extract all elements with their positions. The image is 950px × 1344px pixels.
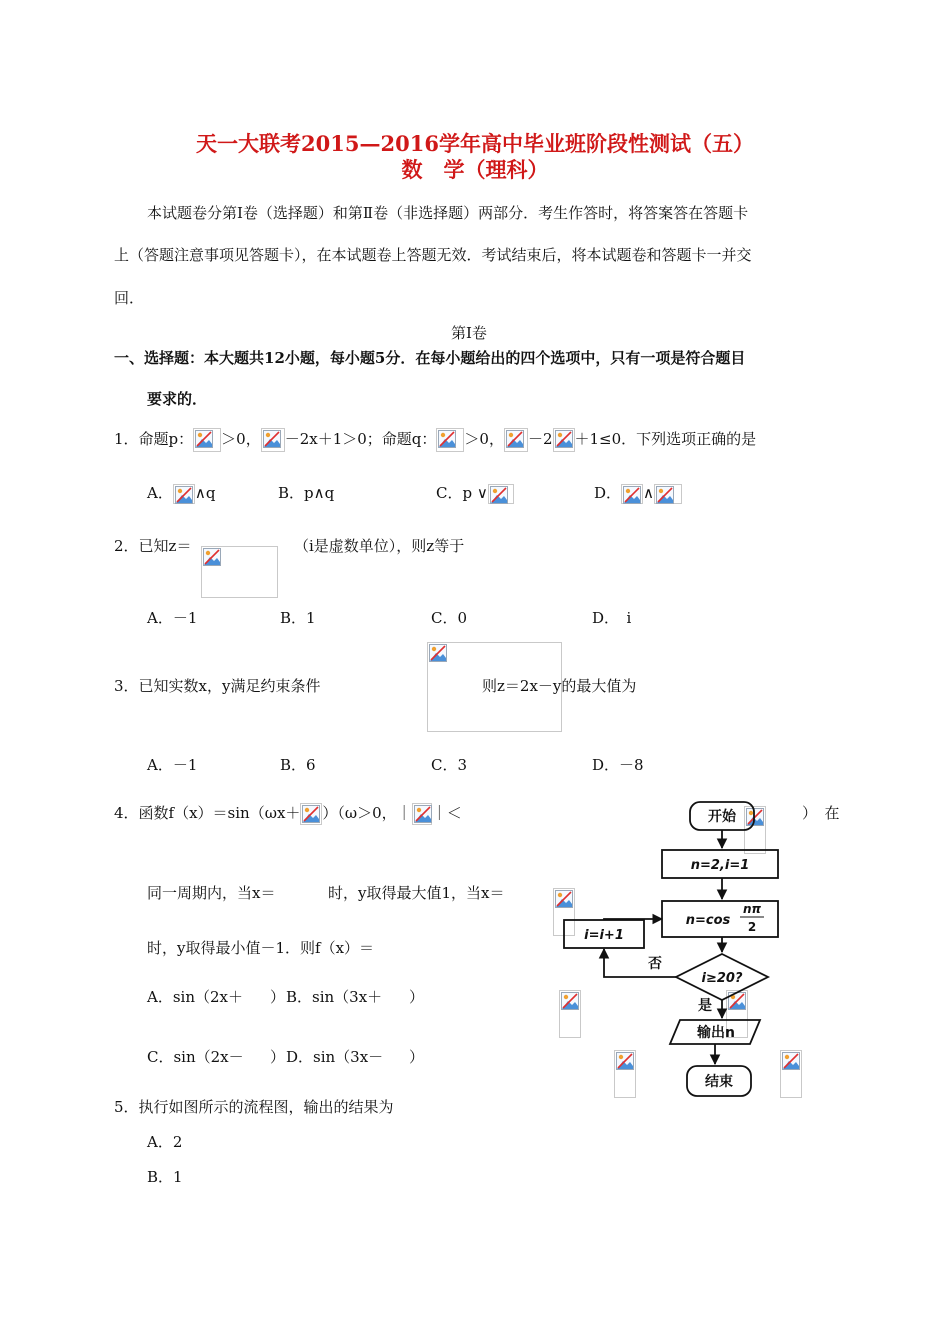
q3-option-b: B．6 <box>280 756 316 774</box>
flow-increment-label: i=i+1 <box>584 928 624 943</box>
q4-text-4: ） 在 <box>802 804 840 822</box>
exam-title: 天一大联考2015—2016学年高中毕业班阶段性测试（五） <box>196 131 754 156</box>
flow-output-label: 输出n <box>697 1025 735 1041</box>
intro-line-3: 回． <box>114 289 145 307</box>
q4-option-c-close: ） <box>270 1048 286 1066</box>
section-header-2: 要求的． <box>147 390 208 408</box>
q5-option-a: A．2 <box>147 1133 183 1151</box>
formula-image-icon <box>412 803 432 825</box>
flow-assign-numerator: nπ <box>742 902 762 916</box>
formula-image-icon <box>504 428 528 452</box>
q3-option-a: A．－1 <box>147 756 198 774</box>
flow-assign-prefix: n=cos <box>685 913 731 928</box>
flow-no-label: 否 <box>648 956 662 972</box>
q1-text-6: ＋1≤0．下列选项正确的是 <box>574 430 757 448</box>
flow-condition-label: i≥20? <box>701 971 743 986</box>
q2-option-a: A．－1 <box>147 609 198 627</box>
q3-text-2: 则z＝2x－y的最大值为 <box>482 677 637 695</box>
q1-option-b: B．p∧q <box>278 484 335 502</box>
q5-option-b: B．1 <box>147 1168 183 1186</box>
q2-option-c: C．0 <box>431 609 468 627</box>
q4-option-b: B．sin（3x＋ <box>286 988 383 1006</box>
q2-text-2: （i是虚数单位），则z等于 <box>294 537 465 555</box>
q1-text-2: ＞0， <box>221 430 261 448</box>
q4-option-a: A．sin（2x＋ <box>147 988 243 1006</box>
formula-image-icon <box>553 428 575 452</box>
flow-init-label: n=2,i=1 <box>690 858 750 873</box>
q4-line-2b: 时，y取得最大值1，当x＝ <box>328 884 505 902</box>
formula-image-icon <box>654 484 682 504</box>
q4-line-2a: 同一周期内，当x＝ <box>147 884 276 902</box>
formula-image-icon <box>436 428 464 452</box>
q2-text-1: 2．已知z＝ <box>114 537 192 555</box>
q2-option-b: B．1 <box>280 609 316 627</box>
q4-option-d-close: ） <box>409 1048 425 1066</box>
q1-text-3: －2x＋1＞0；命题q： <box>284 430 437 448</box>
q2-option-d: D． i <box>592 609 632 627</box>
q4-option-b-close: ） <box>409 988 425 1006</box>
q4-line-3: 时，y取得最小值－1．则f（x）＝ <box>147 939 375 957</box>
flowchart <box>560 800 850 1100</box>
q5-text: 5．执行如图所示的流程图，输出的结果为 <box>114 1098 394 1116</box>
q1-text-5: －2 <box>527 430 553 448</box>
formula-image-icon <box>621 484 643 504</box>
formula-image-icon <box>173 484 195 504</box>
formula-image-icon <box>488 484 514 504</box>
flow-yes-label: 是 <box>698 998 712 1014</box>
intro-line-1: 本试题卷分第Ⅰ卷（选择题）和第Ⅱ卷（非选择题）两部分．考生作答时，将答案答在答题卡 <box>147 204 749 222</box>
formula-image-icon <box>261 428 285 452</box>
q1-option-d: D． ∧ <box>594 482 682 504</box>
q3-option-c: C．3 <box>431 756 468 774</box>
flow-assign-denominator: 2 <box>747 920 757 934</box>
q4-option-c: C．sin（2x－ <box>147 1048 244 1066</box>
formula-image-icon <box>193 428 221 452</box>
intro-line-2: 上（答题注意事项见答题卡），在本试题卷上答题无效．考试结束后，将本试题卷和答题卡一并交 <box>114 246 752 264</box>
exam-subtitle: 数 学（理科） <box>401 157 549 182</box>
flow-end-label: 结束 <box>705 1074 733 1090</box>
question-1 <box>114 428 756 452</box>
q1-option-a: A． ∧q <box>147 484 216 502</box>
formula-image-icon <box>201 546 278 598</box>
volume-label: 第Ⅰ卷 <box>451 324 487 342</box>
q1-option-c: C．p ∨ <box>436 482 514 504</box>
flow-start-label: 开始 <box>708 809 736 825</box>
question-4: 4．函数f（x）＝sin（ωx＋ ）（ω＞0，｜ ｜＜ <box>114 802 462 825</box>
formula-image-icon <box>300 803 322 825</box>
q3-text-1: 3．已知实数x，y满足约束条件 <box>114 677 321 695</box>
q1-text-4: ＞0， <box>464 430 504 448</box>
q1-text-1: 1．命题p： <box>114 430 194 448</box>
q4-option-a-close: ） <box>270 988 286 1006</box>
q4-option-d: D．sin（3x－ <box>286 1048 384 1066</box>
q3-option-d: D．－8 <box>592 756 644 774</box>
section-header-1: 一、选择题：本大题共12小题，每小题5分．在每小题给出的四个选项中，只有一项是符合题目 <box>114 349 746 367</box>
